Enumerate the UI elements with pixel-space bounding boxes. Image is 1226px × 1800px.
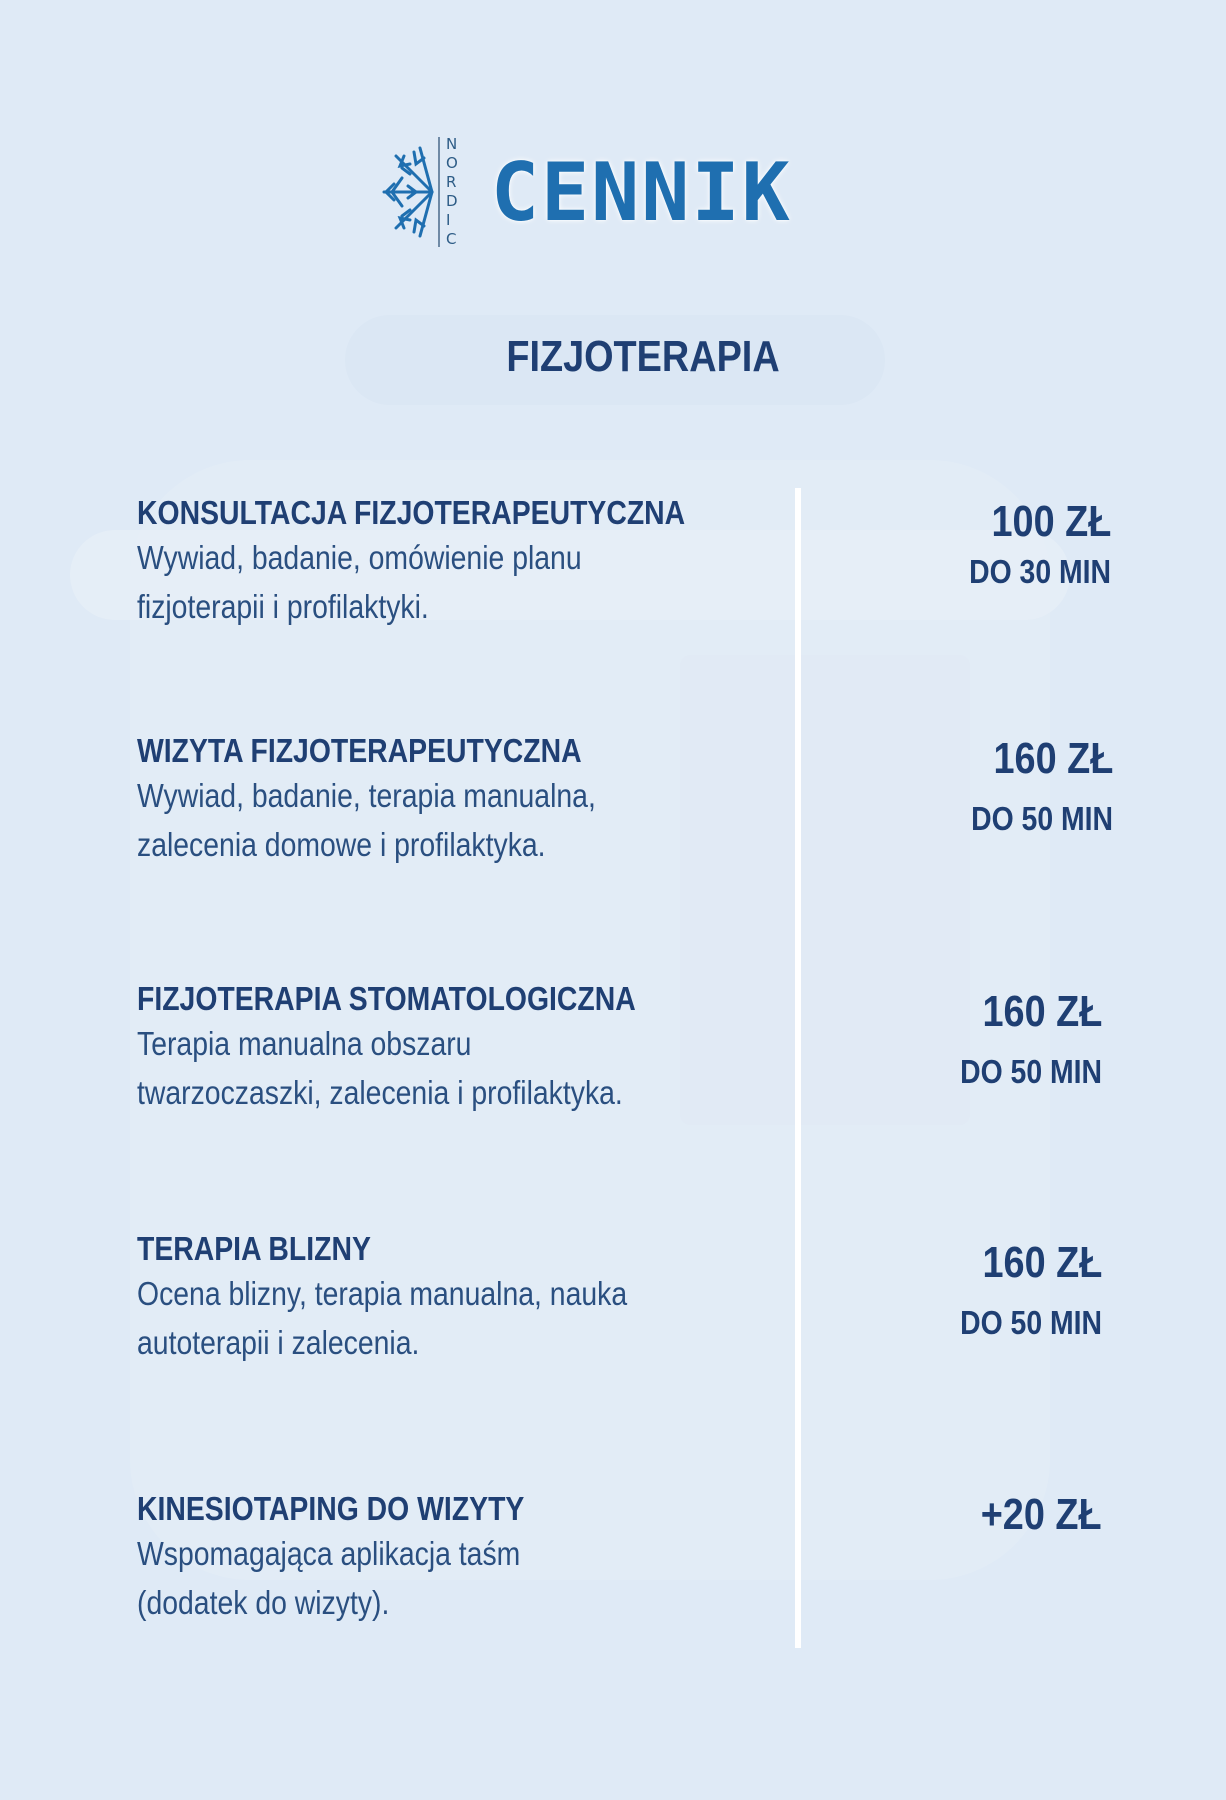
service-description: Wywiad, badanie, terapia manualna, [137, 777, 596, 814]
service-name: FIZJOTERAPIA STOMATOLOGICZNA [137, 980, 636, 1017]
service-name: KONSULTACJA FIZJOTERAPEUTYCZNA [137, 494, 686, 531]
logo-letter: O [446, 154, 459, 172]
service-description: autoterapii i zalecenia. [137, 1324, 420, 1361]
service-description: (dodatek do wizyty). [137, 1584, 390, 1621]
service-description: Wspomagająca aplikacja taśm [137, 1535, 521, 1572]
service-description: fizjoterapii i profilaktyki. [137, 588, 429, 625]
page-title: CENNIK [490, 145, 792, 239]
service-price: +20 ZŁ [981, 1490, 1102, 1539]
service-price: 160 ZŁ [982, 987, 1102, 1036]
service-description: Wywiad, badanie, omówienie planu [137, 539, 582, 576]
service-duration: DO 50 MIN [971, 800, 1113, 837]
section-title: FIZJOTERAPIA [506, 332, 780, 381]
logo-letter: D [446, 192, 459, 210]
service-duration: DO 50 MIN [960, 1304, 1102, 1341]
service-name: WIZYTA FIZJOTERAPEUTYCZNA [137, 732, 582, 769]
service-duration: DO 30 MIN [969, 553, 1111, 590]
service-description: twarzoczaszki, zalecenia i profilaktyka. [137, 1074, 623, 1111]
logo-divider [438, 137, 440, 247]
service-price: 160 ZŁ [982, 1238, 1102, 1287]
service-duration: DO 50 MIN [960, 1053, 1102, 1090]
service-name: TERAPIA BLIZNY [137, 1230, 371, 1267]
logo-letter: C [446, 230, 458, 248]
service-description: Ocena blizny, terapia manualna, nauka [137, 1275, 628, 1312]
service-name: KINESIOTAPING DO WIZYTY [137, 1490, 525, 1527]
service-price: 100 ZŁ [991, 497, 1111, 546]
logo-letter: N [446, 135, 459, 153]
service-price: 160 ZŁ [993, 734, 1113, 783]
snowflake-icon [380, 142, 434, 242]
header [380, 132, 792, 252]
logo-letter: R [446, 173, 458, 191]
logo-text [446, 135, 459, 249]
service-description: Terapia manualna obszaru [137, 1025, 472, 1062]
column-divider [795, 488, 801, 1648]
service-description: zalecenia domowe i profilaktyka. [137, 826, 546, 863]
logo-letter: I [446, 211, 452, 229]
background-panel [680, 655, 970, 1125]
